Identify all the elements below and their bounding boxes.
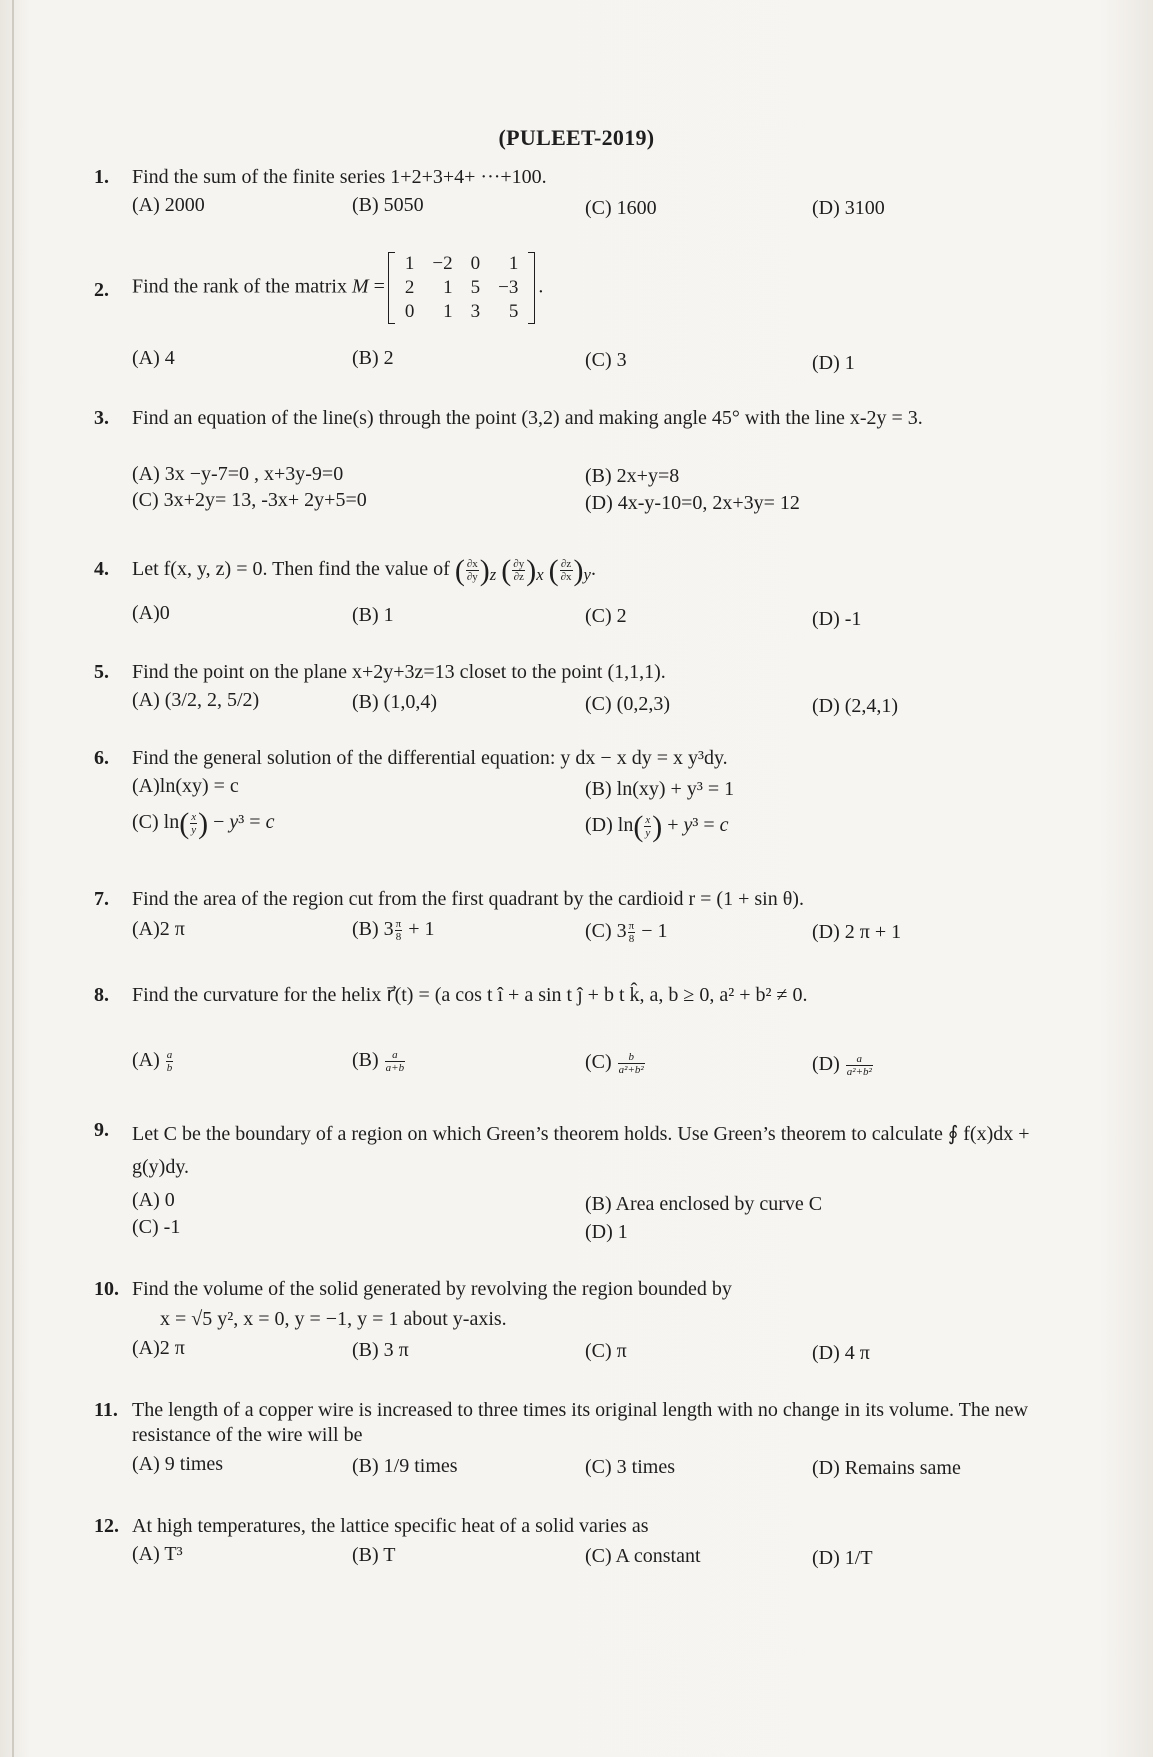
question-text: Find the area of the region cut from the first quadrant by the cardioid r = (1 + sin θ). [132,888,804,910]
q2-text-part: Find the rank of the matrix [132,275,352,298]
matrix-cell: 0 [404,301,415,322]
q5-option-a: (A) (3/2, 2, 5/2) [132,689,260,711]
matrix-cell: −2 [432,253,453,274]
q6-option-d: (D) ln( $\frac{x}{y}$ ) + y³ = c [585,809,729,843]
q12-option-a: (A) T³ [132,1543,183,1565]
matrix-cell: 0 [470,253,481,274]
matrix-cell: 1 [404,253,415,274]
frac-num: π [395,917,402,930]
question-number: 4. [94,558,109,580]
q10-option-c: (C) π [585,1340,627,1362]
frac-num: ∂y [513,557,525,570]
q4-option-b: (B) 1 [352,604,394,626]
matrix-cell: 2 [404,277,415,298]
question-number: 9. [94,1119,109,1141]
q9-option-d: (D) 1 [585,1221,628,1243]
frac-den: ∂z [513,570,524,583]
q5-option-d: (D) (2,4,1) [812,695,899,717]
q9-option-a: (A) 0 [132,1189,175,1211]
q1-option-b: (B) 5050 [352,194,424,216]
q3-option-a: (A) 3x −y-7=0 , x+3y-9=0 [132,463,344,485]
question-text: Find the volume of the solid generated by revolving the region bounded by [132,1278,732,1300]
option-label: (B) [352,1049,379,1071]
q7-option-a: (A)2 π [132,918,185,940]
q3-option-d: (D) 4x-y-10=0, 2x+3y= 12 [585,492,800,514]
q9-option-b: (B) Area enclosed by curve C [585,1193,823,1215]
q4-option-d: (D) -1 [812,608,862,630]
frac-num: ∂x [466,557,478,570]
q2-text-part: = [368,275,385,298]
q8-option-c [585,1050,646,1076]
q7-option-c: (C) 3 $\frac{\pi}{8}$ − 1 [585,919,668,945]
q6-option-a: (A)ln(xy) = c [132,775,239,797]
option-label: (D) [812,1053,840,1075]
q4-text: Let f(x, y, z) = 0. Then find the value of [132,558,450,580]
q12-option-b: (B) T [352,1544,396,1566]
q2-option-c: (C) 3 [585,349,627,371]
q1-option-a: (A) 2000 [132,194,205,216]
q6-option-b: (B) ln(xy) + y³ = 1 [585,778,735,800]
frac-den: 8 [395,930,402,943]
q3-option-c: (C) 3x+2y= 13, -3x+ 2y+5=0 [132,489,367,511]
frac-den: y [645,826,651,839]
q6-option-c: (C) ln( $\frac{x}{y}$ ) − y³ = c [132,806,275,840]
question-text: The length of a copper wire is increased to three times its original length with no change in its volume. The new resistance of the wire will be [132,1399,1029,1446]
q4-option-c: (C) 2 [585,605,627,627]
q2-option-a: (A) 4 [132,347,175,369]
frac-den: b [166,1061,173,1074]
frac-num: ∂z [560,557,572,570]
question-text: Find an equation of the line(s) through the point (3,2) and making angle 45° with the line x-2y = 3. [132,407,923,429]
matrix-symbol: M [351,275,369,298]
q2-text-part: . [538,275,544,298]
matrix-cell: 1 [508,253,519,274]
frac-num: π [628,919,635,932]
frac-den: ∂y [466,570,478,583]
matrix-cell: 3 [470,301,481,322]
question-text: Find the sum of the finite series 1+2+3+4+ ···+100. [132,166,547,188]
matrix [388,252,535,324]
q8-option-a [132,1048,174,1074]
frac-num: a [846,1053,873,1066]
question-number: 7. [94,888,109,910]
q2-option-b: (B) 2 [352,347,394,369]
frac-den: 8 [628,932,635,945]
question-number: 1. [94,166,109,188]
question-text: Find the curvature for the helix r⃗(t) = (a cos t î + a sin t ĵ + b t k̂, a, b ≥ 0, a² + b² ≠ 0. [132,984,808,1006]
q5-option-b: (B) (1,0,4) [352,691,437,713]
frac-den: a+b [385,1061,405,1074]
frac-num: a [385,1049,405,1062]
q9-option-c: (C) -1 [132,1216,181,1238]
subscript: z [489,565,497,584]
option-label: (A) [132,1049,160,1071]
q8-option-d [812,1052,874,1078]
q7-option-b: (B) 3 $\frac{\pi}{8}$ + 1 [352,917,435,943]
q11-option-c: (C) 3 times [585,1456,675,1478]
q5-option-c: (C) (0,2,3) [585,693,670,715]
q8-option-b [352,1048,406,1074]
q4-option-a: (A)0 [132,602,170,624]
question-text: At high temperatures, the lattice specific heat of a solid varies as [132,1515,649,1537]
frac-num: x [645,813,651,826]
question-number: 6. [94,747,109,769]
q11-option-d: (D) Remains same [812,1457,961,1479]
frac-den: a²+b² [846,1065,872,1078]
subscript: x [536,565,544,584]
frac-num: b [618,1051,645,1064]
partial-derivative-product: ( $\frac{\partial x}{\partial y}$ )$_z$ ( $\frac{\partial y}{\partial z}$ )$_x$ ( $\frac{\partial z}{\partial x}$ )$_y$. [454,553,596,587]
q10-option-d: (D) 4 π [812,1342,870,1364]
q12-option-d: (D) 1/T [812,1547,873,1569]
matrix-cell: −3 [498,277,519,298]
q11-option-a: (A) 9 times [132,1453,224,1475]
exam-header: (PULEET-2019) [498,125,655,150]
question-number: 11. [94,1399,118,1421]
matrix-cell: 1 [443,277,453,298]
subscript: y [583,565,591,584]
question-text: Let C be the boundary of a region on which Green’s theorem holds. Use Green’s theorem to calculate ∮ f(x)dx + g(y)dy. [132,1123,1030,1178]
q11-option-b: (B) 1/9 times [352,1455,458,1477]
q12-option-c: (C) A constant [585,1545,701,1567]
matrix-cell: 1 [443,301,453,322]
q10-option-a: (A)2 π [132,1337,185,1359]
frac-num: x [191,810,197,823]
question-number: 8. [94,984,109,1006]
q7-option-d: (D) 2 π + 1 [812,921,902,943]
question-number: 10. [94,1278,119,1300]
frac-den: y [191,823,197,836]
question-text: Find the general solution of the differential equation: y dx − x dy = x y³dy. [132,747,728,769]
frac-den: ∂x [560,570,572,583]
q1-option-c: (C) 1600 [585,197,657,219]
question-text [132,252,1042,324]
question-number: 3. [94,407,109,429]
q3-option-b: (B) 2x+y=8 [585,465,680,487]
question-text [132,553,1042,587]
option-label: (C) [585,1051,612,1073]
scan-edge [12,0,14,1757]
q1-option-d: (D) 3100 [812,197,885,219]
q2-option-d: (D) 1 [812,352,855,374]
q10-option-b: (B) 3 π [352,1339,409,1361]
question-number: 12. [94,1515,119,1537]
frac-num: a [166,1048,173,1061]
q10-text-line2: x = √5 y², x = 0, y = −1, y = 1 about y-axis. [160,1308,507,1330]
question-number: 2. [94,279,109,301]
question-number: 5. [94,661,109,683]
question-text: Find the point on the plane x+2y+3z=13 closet to the point (1,1,1). [132,661,666,683]
matrix-cell: 5 [470,277,481,298]
matrix-cell: 5 [508,301,519,322]
frac-den: a²+b² [618,1063,644,1076]
